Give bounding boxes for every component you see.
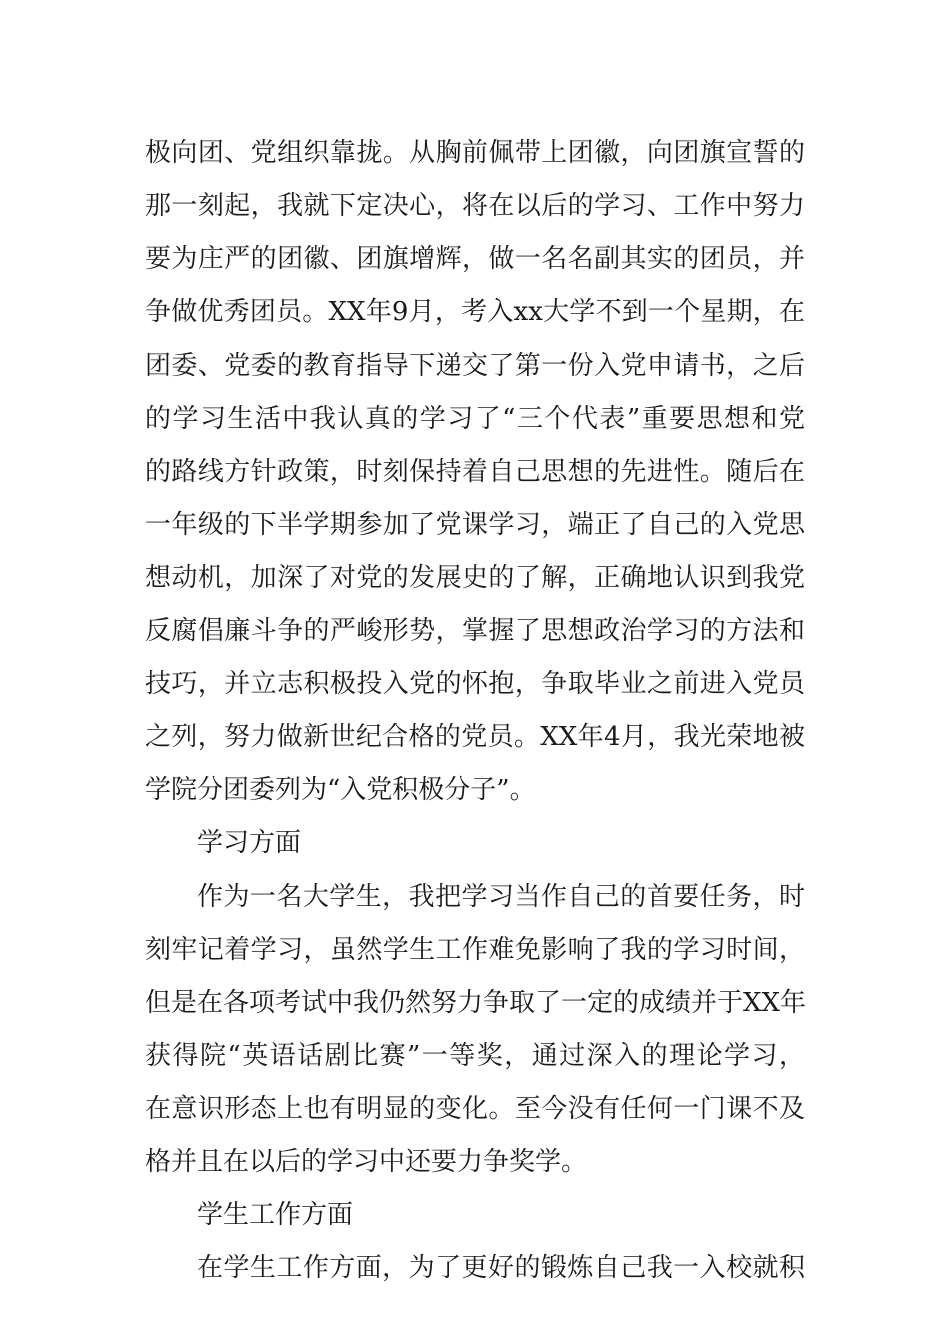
paragraph-line: 要为庄严的团徽、团旗增辉，做一名名副其实的团员，并	[145, 244, 805, 274]
paragraph-line: 刻牢记着学习，虽然学生工作难免影响了我的学习时间，	[145, 935, 805, 965]
paragraph-line: 想动机，加深了对党的发展史的了解，正确地认识到我党	[145, 563, 805, 593]
paragraph-line: 获得院“英语话剧比赛”一等奖，通过深入的理论学习，	[145, 1041, 805, 1071]
paragraph-line: 团委、党委的教育指导下递交了第一份入党申请书，之后	[145, 351, 805, 381]
section-heading-student-work: 学生工作方面	[197, 1200, 354, 1230]
paragraph-line: 一年级的下半学期参加了党课学习，端正了自己的入党思	[145, 510, 805, 540]
paragraph-line: 极向团、党组织靠拢。从胸前佩带上团徽，向团旗宣誓的	[145, 138, 805, 168]
paragraph-line: 之列，努力做新世纪合格的党员。XX年4月，我光荣地被	[145, 722, 805, 752]
paragraph-line: 争做优秀团员。XX年9月，考入xx大学不到一个星期，在	[145, 297, 805, 327]
paragraph-line: 技巧，并立志积极投入党的怀抱，争取毕业之前进入党员	[145, 669, 805, 699]
paragraph-line: 在意识形态上也有明显的变化。至今没有任何一门课不及	[145, 1094, 805, 1124]
paragraph-line: 在学生工作方面，为了更好的锻炼自己我一入校就积	[197, 1253, 805, 1283]
paragraph-line: 格并且在以后的学习中还要力争奖学。	[145, 1147, 588, 1177]
paragraph-line: 学院分团委列为“入党积极分子”。	[145, 775, 536, 805]
paragraph-line: 但是在各项考试中我仍然努力争取了一定的成绩并于XX年	[145, 988, 807, 1018]
paragraph-line: 的路线方针政策，时刻保持着自己思想的先进性。随后在	[145, 457, 805, 487]
paragraph-line: 反腐倡廉斗争的严峻形势，掌握了思想政治学习的方法和	[145, 616, 805, 646]
paragraph-line: 那一刻起，我就下定决心，将在以后的学习、工作中努力	[145, 191, 805, 221]
section-heading-study: 学习方面	[197, 828, 302, 858]
paragraph-line: 作为一名大学生，我把学习当作自己的首要任务，时	[197, 882, 805, 912]
paragraph-line: 的学习生活中我认真的学习了“三个代表”重要思想和党	[145, 404, 805, 434]
